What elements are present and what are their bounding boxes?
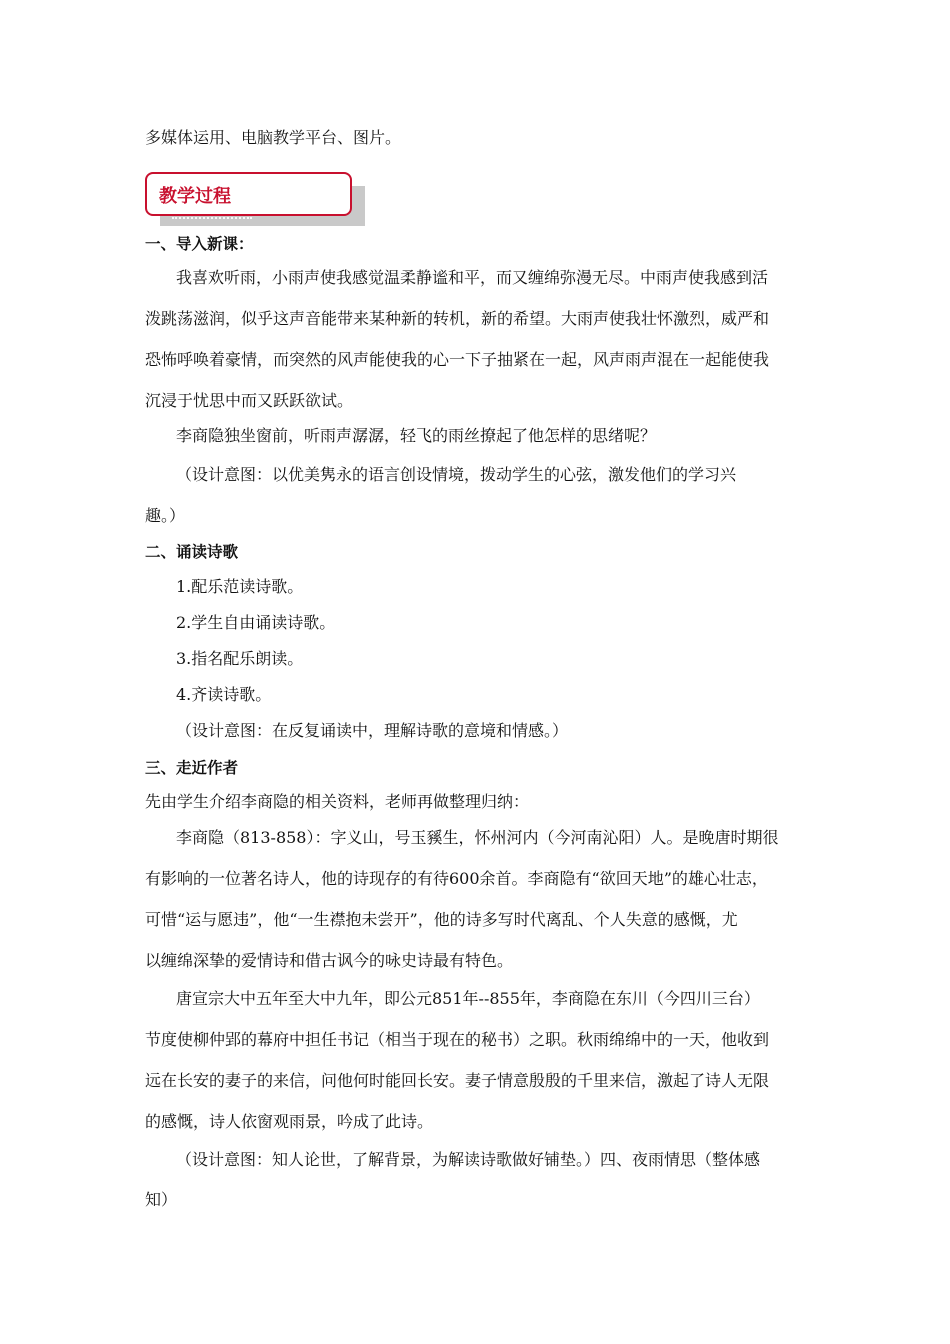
- intro-line: 多媒体运用、电脑教学平台、图片。: [145, 128, 402, 147]
- paragraph-line: 远在长安的妻子的来信，问他何时能回长安。妻子情意殷殷的千里来信，激起了诗人无限: [145, 1071, 770, 1090]
- design-note: （设计意图：知人论世，了解背景，为解读诗歌做好铺垫。）四、夜雨情思（整体感: [176, 1150, 761, 1169]
- design-note: 知）: [145, 1190, 178, 1209]
- lead-line: 先由学生介绍李商隐的相关资料，老师再做整理归纳：: [145, 792, 530, 811]
- section-heading-1: 一、导入新课：: [145, 235, 254, 253]
- paragraph-line: 可惜“运与愿违”，他“一生襟抱未尝开”，他的诗多写时代离乱、个人失意的感慨，尤: [145, 910, 738, 929]
- list-item: 1.配乐范读诗歌。: [176, 577, 304, 596]
- paragraph-line: 我喜欢听雨，小雨声使我感觉温柔静谧和平，而又缠绵弥漫无尽。中雨声使我感到活: [176, 268, 769, 287]
- paragraph-line: 有影响的一位著名诗人，他的诗现存的有待600余首。李商隐有“欲回天地”的雄心壮志，: [145, 869, 768, 888]
- paragraph-line: 泼跳荡滋润，似乎这声音能带来某种新的转机，新的希望。大雨声使我壮怀激烈，威严和: [145, 309, 770, 328]
- paragraph-line: 节度使柳仲郢的幕府中担任书记（相当于现在的秘书）之职。秋雨绵绵中的一天，他收到: [145, 1030, 770, 1049]
- section-banner: [145, 172, 352, 216]
- paragraph-line: 恐怖呼唤着豪情，而突然的风声能使我的心一下子抽紧在一起，风声雨声混在一起能使我: [145, 350, 770, 369]
- paragraph-line: 的感慨，诗人依窗观雨景，吟成了此诗。: [145, 1112, 434, 1131]
- list-item: 3.指名配乐朗读。: [176, 649, 304, 668]
- banner-title: 教学过程: [159, 186, 231, 207]
- paragraph-line: 沉浸于忧思中而又跃跃欲试。: [145, 391, 354, 410]
- section-heading-2: 二、诵读诗歌: [145, 543, 239, 561]
- design-note: 趣。）: [145, 506, 186, 525]
- design-note: （设计意图：在反复诵读中，理解诗歌的意境和情感。）: [176, 721, 569, 740]
- paragraph-line: 李商隐（813-858）：字义山，号玉豯生，怀州河内（今河南沁阳）人。是晚唐时期很: [176, 828, 779, 847]
- design-note: （设计意图：以优美隽永的语言创设情境，拨动学生的心弦，激发他们的学习兴: [176, 465, 737, 484]
- list-item: 4.齐读诗歌。: [176, 685, 272, 704]
- section-heading-3: 三、走近作者: [145, 759, 239, 777]
- paragraph-line: 李商隐独坐窗前，听雨声潺潺，轻飞的雨丝撩起了他怎样的思绪呢？: [176, 426, 657, 445]
- paragraph-line: 以缠绵深挚的爱情诗和借古讽今的咏史诗最有特色。: [145, 951, 514, 970]
- paragraph-line: 唐宣宗大中五年至大中九年，即公元851年--855年，李商隐在东川（今四川三台）: [176, 989, 760, 1008]
- banner-decoration: [172, 217, 252, 221]
- list-item: 2.学生自由诵读诗歌。: [176, 613, 336, 632]
